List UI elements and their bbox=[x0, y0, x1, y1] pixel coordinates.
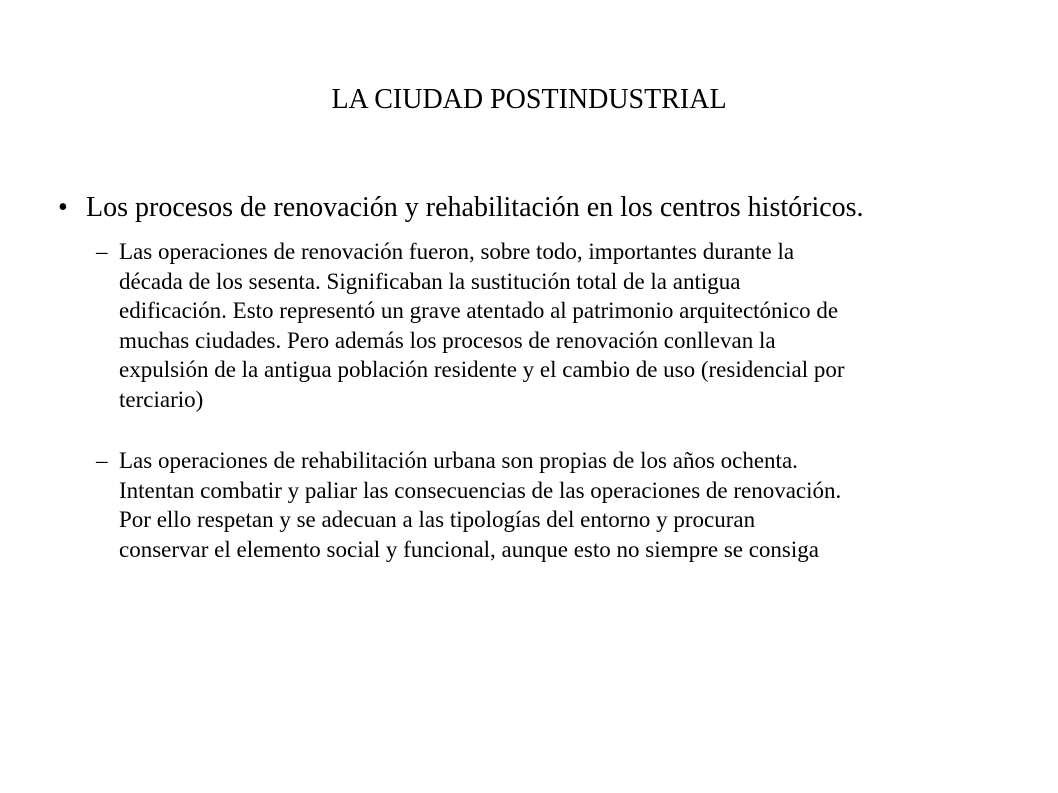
sub-item-line: década de los sesenta. Significaban la sustitución total de la antigua bbox=[119, 268, 741, 294]
sub-item-rehabilitacion bbox=[96, 446, 1026, 564]
sub-item-line: Las operaciones de rehabilitación urbana son propias de los años ochenta. bbox=[119, 448, 798, 473]
sub-item-line: terciario) bbox=[119, 386, 204, 412]
sub-item-line: Las operaciones de renovación fueron, sobre todo, importantes durante la bbox=[119, 239, 795, 264]
bullet-marker: • bbox=[58, 192, 68, 223]
sub-item-renovacion bbox=[96, 237, 1026, 414]
sub-item-line: Por ello respetan y se adecuan a las tipologías del entorno y procuran bbox=[119, 507, 756, 532]
bullet-text: Los procesos de renovación y rehabilitación en los centros históricos. bbox=[86, 192, 864, 223]
sub-item-line: muchas ciudades. Pero además los procesos de renovación conllevan la bbox=[119, 327, 776, 353]
sub-item-line: Intentan combatir y paliar las consecuencias de las operaciones de renovación. bbox=[119, 477, 842, 503]
dash-marker: – bbox=[96, 448, 108, 473]
dash-marker: – bbox=[96, 239, 108, 264]
sub-item-line: edificación. Esto representó un grave atentado al patrimonio arquitectónico de bbox=[119, 298, 839, 323]
slide-title: LA CIUDAD POSTINDUSTRIAL bbox=[331, 84, 727, 115]
sub-item-line: conservar el elemento social y funcional, aunque esto no siempre se consiga bbox=[119, 536, 819, 562]
sub-item-line: expulsión de la antigua población residente y el cambio de uso (residencial por bbox=[119, 357, 845, 382]
